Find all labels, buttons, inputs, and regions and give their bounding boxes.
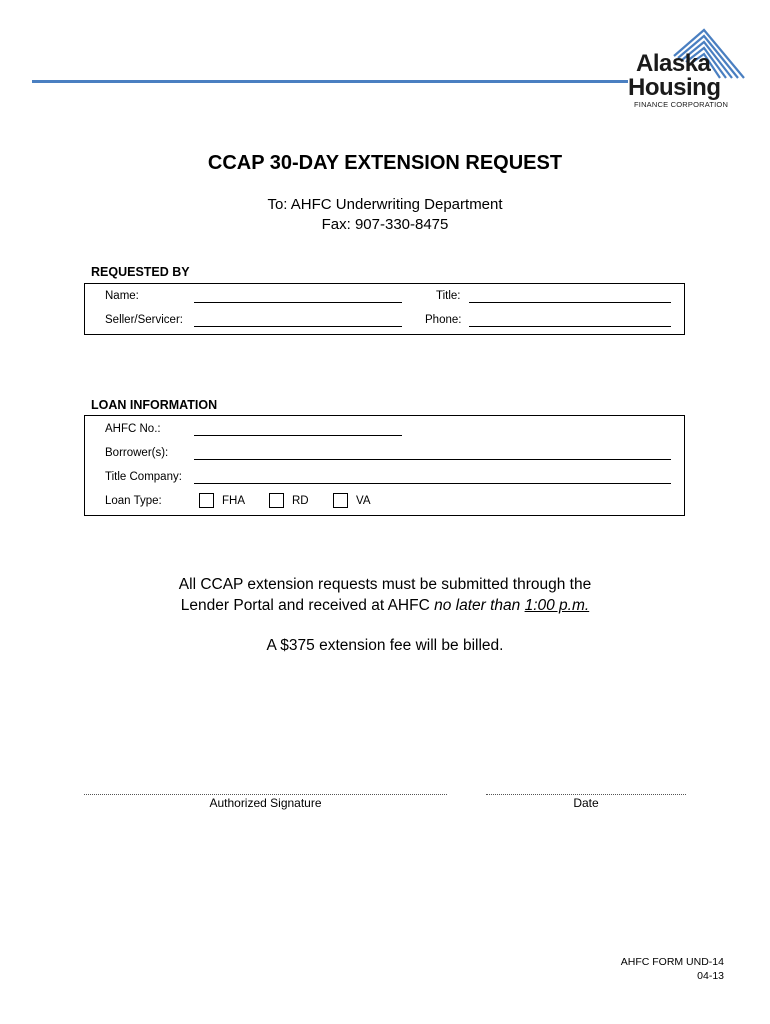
name-label: Name: [105, 290, 139, 302]
seller-servicer-label: Seller/Servicer: [105, 314, 183, 326]
phone-field[interactable] [469, 326, 671, 327]
name-field[interactable] [194, 302, 402, 303]
submission-notice [0, 574, 770, 616]
notice-line1: All CCAP extension requests must be submitted through the [178, 576, 592, 593]
notice-line2-prefix: Lender Portal and received at AHFC [180, 597, 435, 614]
form-title: CCAP 30-DAY EXTENSION REQUEST [207, 152, 563, 174]
form-revision: 04-13 [697, 970, 724, 982]
recipient-fax: Fax: 907-330-8475 [321, 216, 449, 233]
logo-subtitle: FINANCE CORPORATION [634, 100, 729, 109]
rd-checkbox[interactable] [269, 493, 284, 508]
date-label: Date [573, 796, 599, 810]
form-number [621, 955, 724, 983]
seller-servicer-field[interactable] [194, 326, 402, 327]
form-number-code: AHFC FORM UND-14 [620, 956, 724, 968]
borrower-label: Borrower(s): [105, 447, 169, 459]
title-company-label: Title Company: [105, 471, 182, 483]
borrower-field[interactable] [194, 459, 671, 460]
header-rule [32, 80, 628, 83]
fha-checkbox[interactable] [199, 493, 214, 508]
fee-notice: A $375 extension fee will be billed. [266, 637, 504, 654]
va-option-label: VA [356, 495, 371, 507]
title-company-field[interactable] [194, 483, 671, 484]
signature-label: Authorized Signature [209, 796, 322, 810]
va-checkbox[interactable] [333, 493, 348, 508]
loan-info-heading: LOAN INFORMATION [91, 398, 218, 412]
ahfc-no-field[interactable] [194, 435, 402, 436]
logo-wordmark-line1: Alaska [636, 50, 711, 77]
ahfc-no-label: AHFC No.: [105, 423, 161, 435]
logo-wordmark-line2: Housing [628, 74, 721, 101]
notice-deadline-emphasis: no later than [434, 597, 525, 614]
loan-type-label: Loan Type: [105, 495, 162, 507]
requested-by-heading: REQUESTED BY [91, 265, 190, 279]
requested-by-box [84, 283, 685, 335]
date-line[interactable] [486, 794, 686, 795]
notice-deadline-time: 1:00 p.m. [524, 597, 590, 614]
recipient-block [0, 195, 770, 235]
loan-info-box [84, 415, 685, 516]
fha-option-label: FHA [222, 495, 245, 507]
rd-option-label: RD [292, 495, 309, 507]
signature-line[interactable] [84, 794, 447, 795]
recipient-to: To: AHFC Underwriting Department [267, 196, 503, 213]
notice-line2 [0, 595, 770, 616]
phone-label: Phone: [425, 314, 462, 326]
title-field[interactable] [469, 302, 671, 303]
title-label: Title: [436, 290, 461, 302]
